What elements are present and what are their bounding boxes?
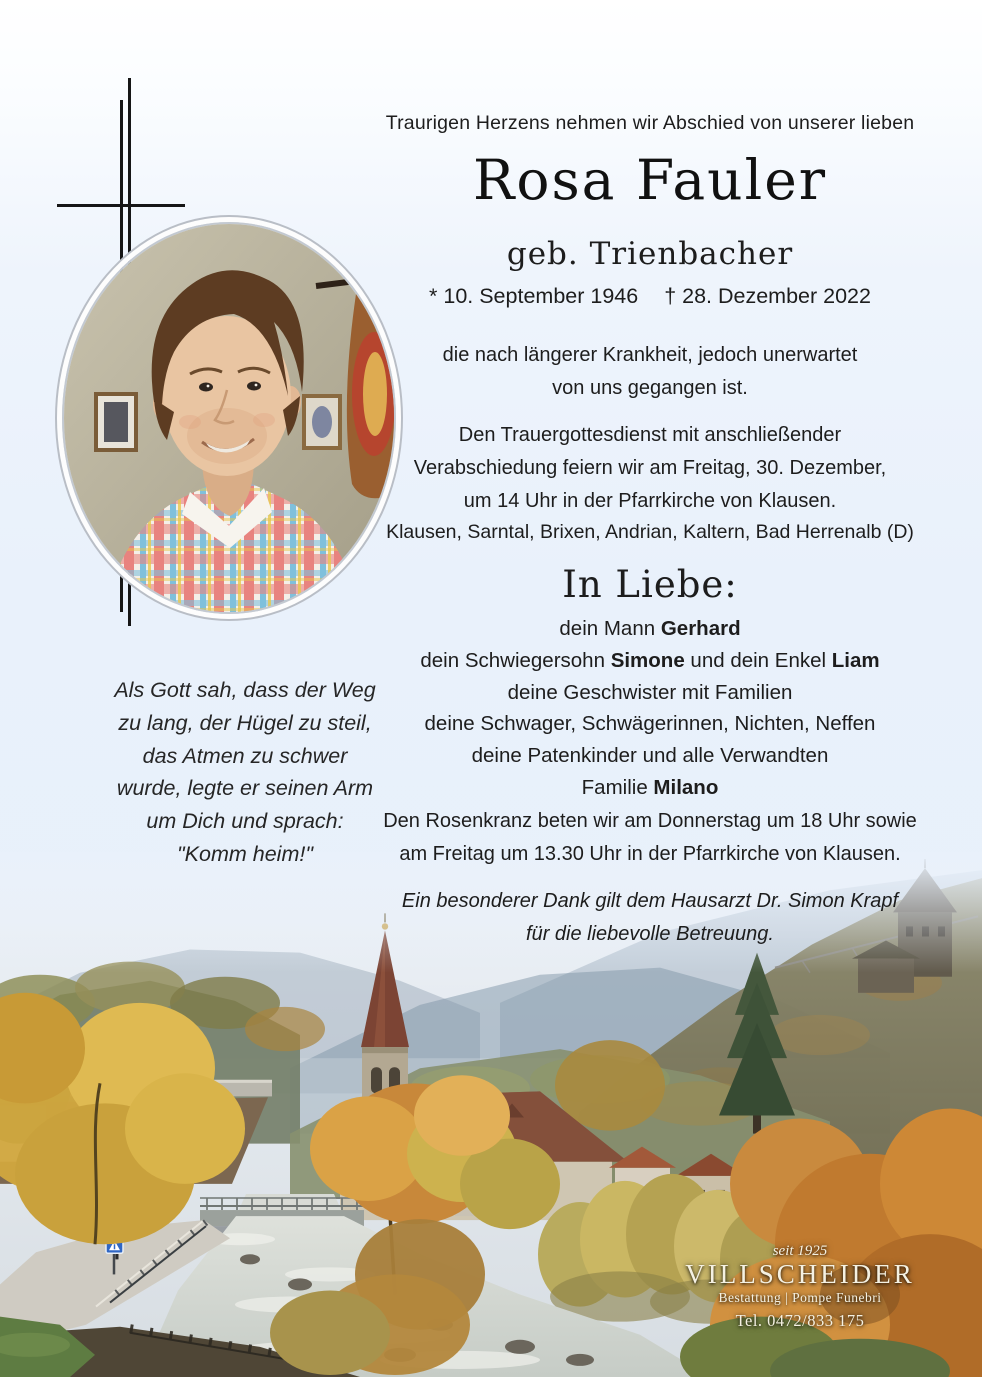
cross-horizontal-line: [57, 204, 185, 207]
portrait-illustration: [64, 224, 394, 612]
poem-line: wurde, legte er seinen Arm: [116, 776, 374, 801]
rosary-line: am Freitag um 13.30 Uhr in der Pfarrkirche von Klausen.: [399, 843, 901, 865]
poem-line: das Atmen zu schwer: [142, 743, 348, 768]
service-line: Den Trauergottesdienst mit anschließender: [458, 424, 842, 446]
poem-line: zu lang, der Hügel zu steil,: [118, 710, 372, 735]
in-love-heading: In Liebe:: [562, 563, 738, 606]
poem-line: Als Gott sah, dass der Weg: [114, 678, 376, 702]
mourner-line: deine Geschwister mit Familien: [507, 680, 793, 704]
life-dates: [335, 284, 965, 309]
portrait-photo: [62, 222, 396, 614]
passing-line: von uns gegangen ist.: [552, 377, 748, 399]
logo-tagline: Bestattung | Pompe Funebri: [718, 1290, 882, 1305]
thanks-line: Ein besonderer Dank gilt dem Hausarzt Dr. Simon Krapf: [401, 890, 899, 912]
birth-date: * 10. September 1946: [429, 284, 639, 308]
poem: [85, 674, 405, 871]
logo-since: seit 1925: [772, 1243, 828, 1259]
mourner-line: dein Schwiegersohn Simone und dein Enkel Liam: [420, 648, 880, 672]
poem-line: um Dich und sprach:: [146, 809, 344, 834]
passing-line: die nach längerer Krankheit, jedoch unerwartet: [442, 344, 858, 366]
deceased-name: Rosa Fauler: [472, 148, 828, 212]
rosary-line: Den Rosenkranz beten wir am Donnerstag um 18 Uhr sowie: [383, 810, 917, 832]
service-line: um 14 Uhr in der Pfarrkirche von Klausen.: [463, 490, 837, 512]
intro-line: Traurigen Herzens nehmen wir Abschied von unserer lieben: [385, 112, 915, 134]
funeral-home-logo: [655, 1243, 945, 1331]
poem-line: "Komm heim!": [177, 841, 313, 866]
mourner-line: deine Schwager, Schwägerinnen, Nichten, Neffen: [424, 712, 876, 736]
maiden-name: geb. Trienbacher: [506, 236, 794, 272]
passing-text: [335, 339, 965, 405]
mourner-line: dein Mann Gerhard: [559, 617, 741, 640]
mourner-line: deine Patenkinder und alle Verwandten: [471, 744, 829, 768]
service-text: [335, 419, 965, 518]
thanks-line: für die liebevolle Betreuung.: [526, 923, 774, 945]
mourners-list: [335, 613, 965, 804]
service-line: Verabschiedung feiern wir am Freitag, 30. Dezember,: [413, 457, 887, 479]
death-date: † 28. Dezember 2022: [664, 284, 871, 308]
mourner-line: Familie Milano: [581, 775, 719, 799]
logo-phone: Tel. 0472/833 175: [735, 1311, 865, 1330]
places-line: Klausen, Sarntal, Brixen, Andrian, Kaltern, Bad Herrenalb (D): [386, 521, 914, 543]
logo-brand: VILLSCHEIDER: [685, 1259, 915, 1289]
thanks-text: [335, 885, 965, 951]
rosary-text: [335, 805, 965, 871]
